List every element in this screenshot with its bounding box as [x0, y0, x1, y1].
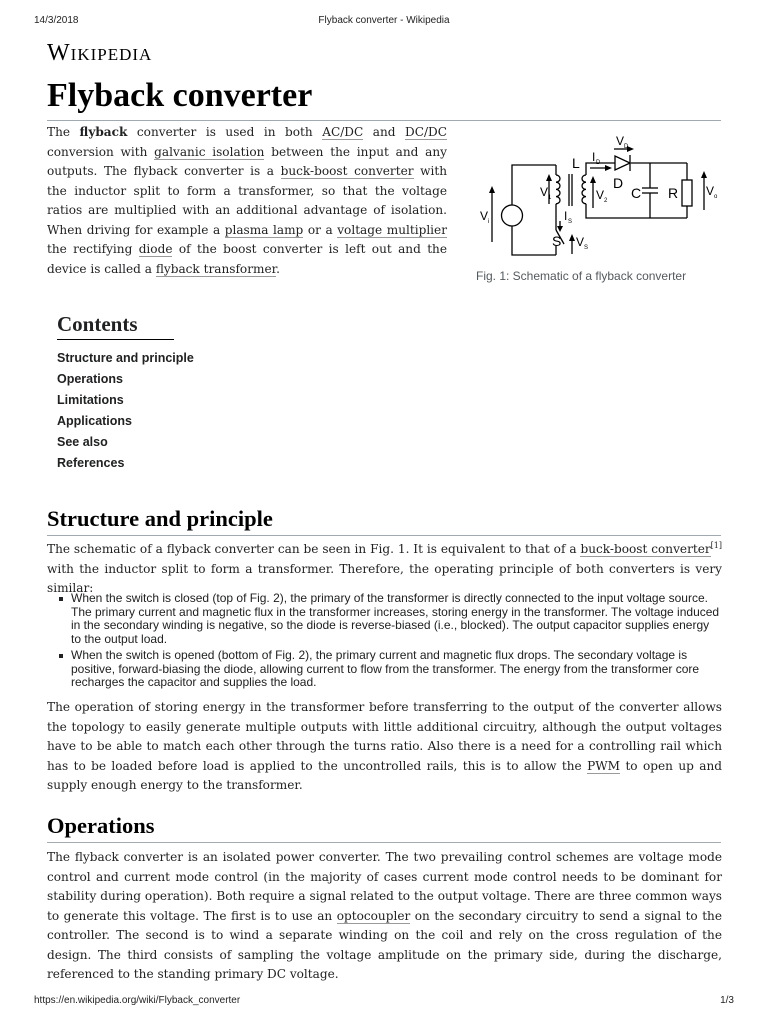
section-heading-operations: Operations — [47, 812, 721, 843]
toc-item-see-also[interactable]: See also — [57, 435, 108, 449]
print-date: 14/3/2018 — [34, 15, 79, 26]
link-buck-boost-converter-2[interactable]: buck-boost converter — [580, 542, 711, 556]
svg-text:D: D — [596, 160, 601, 166]
toc-item-references[interactable]: References — [57, 456, 125, 470]
svg-text:I: I — [592, 150, 596, 164]
link-voltage-multiplier[interactable]: voltage multiplier — [337, 222, 447, 237]
link-ac-dc[interactable]: AC/DC — [322, 125, 364, 139]
operations-paragraph-1: The flyback converter is an isolated power converter. The two prevailing control schemes are voltage mode control and current mode control (in the majority of cases current mode control needs to be dominant for stability during operation). Both require a signal related to the output voltage. There are three common ways to generate this voltage. The first is to use an optocoupler on the secondary circuitry to send a signal to the controller. The second is to wind a separate winding on the coil and rely on the cross regulation of the design. The third consists of sampling the voltage amplitude on the primary side, during the discharge, referenced to the standing primary DC voltage. — [47, 850, 723, 981]
link-diode[interactable]: diode — [138, 242, 173, 256]
svg-text:S: S — [552, 233, 562, 249]
svg-text:1: 1 — [548, 195, 552, 201]
link-buck-boost-converter[interactable]: buck-boost converter — [280, 164, 414, 178]
svg-text:D: D — [613, 175, 624, 191]
svg-text:2: 2 — [604, 198, 608, 204]
figure-caption: Fig. 1: Schematic of a flyback converter — [476, 269, 687, 283]
structure-paragraph-2: The operation of storing energy in the transformer before transferring to the output of the converter allows the topology to easily generate multiple outputs with little additional circuitry, although the output voltages have to be able to match each other through the turns ratio. Also there is a need for a controlling rail which has to be loaded before load is applied to the uncontrolled rails, this is to allow the PWM to open up and supply enough energy to the transformer. — [47, 700, 723, 792]
svg-text:I: I — [564, 209, 568, 223]
link-flyback-transformer[interactable]: flyback transformer — [155, 261, 277, 276]
svg-text:V: V — [596, 188, 605, 202]
link-plasma-lamp[interactable]: plasma lamp — [224, 222, 304, 237]
svg-text:C: C — [631, 185, 642, 201]
toc-list — [57, 348, 194, 474]
print-header — [34, 15, 734, 29]
structure-bullet-list — [57, 592, 722, 693]
list-item: When the switch is closed (top of Fig. 2), the primary of the transformer is directly connected to the input voltage source. The primary current and magnetic flux in the transformer increases, storing energy in the transformer. The voltage induced in the secondary winding is negative, so the diode is reverse-biased (i.e., blocked). The output capacitor supplies energy to the output load. — [57, 592, 722, 646]
page-title: Flyback converter — [47, 76, 721, 121]
print-url[interactable]: https://en.wikipedia.org/wiki/Flyback_converter — [34, 995, 241, 1006]
svg-text:S: S — [584, 245, 589, 251]
print-title: Flyback converter - Wikipedia — [318, 15, 450, 26]
svg-text:R: R — [668, 185, 679, 201]
svg-text:V: V — [480, 209, 489, 223]
link-pwm[interactable]: PWM — [587, 758, 621, 773]
reference-1[interactable]: [1] — [710, 540, 722, 550]
svg-text:V: V — [576, 235, 585, 249]
table-of-contents — [57, 311, 194, 474]
list-item: When the switch is opened (bottom of Fig. 2), the primary current and magnetic flux drops. The secondary voltage is positive, forward-biasing the diode, allowing current to flow from the transformer. The energy from the transformer core recharges the capacitor and supplies the load. — [57, 649, 722, 690]
svg-text:o: o — [714, 194, 718, 200]
link-galvanic-isolation[interactable]: galvanic isolation — [154, 144, 265, 159]
link-dc-dc[interactable]: DC/DC — [405, 125, 447, 139]
svg-text:V: V — [540, 185, 549, 199]
svg-text:D: D — [624, 144, 629, 150]
intro-paragraph: The flyback converter is used in both AC/DC and DC/DC conversion with galvanic isolation between the input and any outputs. The flyback converter is a buck-boost converter with the inductor split to form a transformer, so that the voltage ratios are multiplied with an additional advantage of isolation. When driving for example a plasma lamp or a voltage multiplier the rectifying diode of the boost converter is left out and the device is called a flyback transformer. — [47, 125, 448, 276]
link-optocoupler[interactable]: optocoupler — [336, 908, 411, 923]
bold-term: flyback — [79, 125, 128, 139]
wikipedia-logo[interactable]: Wikipedia — [47, 40, 153, 66]
toc-item-limitations[interactable]: Limitations — [57, 393, 124, 407]
page-number: 1/3 — [720, 995, 734, 1006]
toc-title: Contents — [57, 311, 174, 340]
svg-text:S: S — [568, 219, 573, 225]
svg-text:V: V — [706, 184, 715, 198]
structure-paragraph-1: The schematic of a flyback converter can be seen in Fig. 1. It is equivalent to that of a buck-boost converter[1] with the inductor split to form a transformer. Therefore, the operating principle of both converters is very similar: — [47, 540, 722, 595]
toc-item-structure-and-principle[interactable]: Structure and principle — [57, 351, 194, 365]
toc-item-applications[interactable]: Applications — [57, 414, 133, 428]
toc-item-operations[interactable]: Operations — [57, 372, 123, 386]
schematic-figure — [472, 130, 722, 283]
svg-text:V: V — [616, 134, 625, 148]
svg-text:i: i — [488, 219, 490, 225]
section-heading-structure: Structure and principle — [47, 505, 721, 536]
svg-text:L: L — [572, 155, 580, 171]
flyback-schematic-image[interactable] — [472, 130, 722, 265]
print-footer — [34, 995, 734, 1009]
